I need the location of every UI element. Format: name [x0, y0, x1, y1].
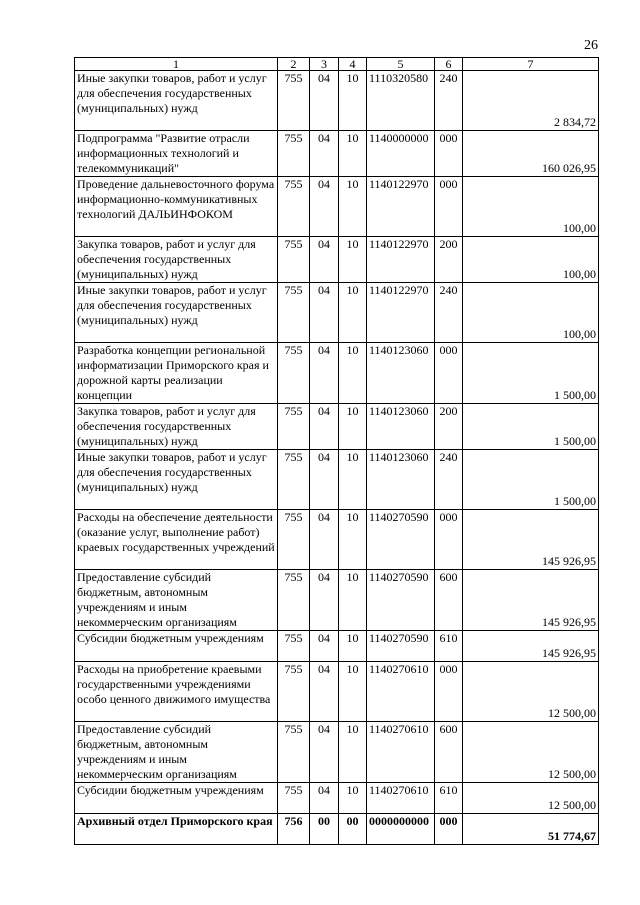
admin-code-cell: 755: [278, 631, 310, 662]
target-article-cell: 1140270590: [367, 631, 435, 662]
admin-code-cell: 755: [278, 343, 310, 404]
header-col-1: 1: [75, 58, 278, 71]
header-col-7: 7: [463, 58, 599, 71]
expense-type-cell: 000: [435, 131, 463, 177]
expense-type-cell: 000: [435, 177, 463, 237]
amount-cell: 100,00: [463, 177, 599, 237]
target-article-cell: 1140000000: [367, 131, 435, 177]
admin-code-cell: 755: [278, 404, 310, 450]
target-article-cell: 1140122970: [367, 283, 435, 343]
amount-cell: 12 500,00: [463, 783, 599, 814]
subsection-cell: 10: [339, 404, 367, 450]
subsection-cell: 10: [339, 783, 367, 814]
admin-code-cell: 755: [278, 783, 310, 814]
row-name-cell: Иные закупки товаров, работ и услуг для обеспечения государственных (муниципальных) нужд: [75, 450, 278, 510]
header-col-3: 3: [310, 58, 339, 71]
subsection-cell: 10: [339, 131, 367, 177]
amount-cell: 145 926,95: [463, 631, 599, 662]
row-name-cell: Предоставление субсидий бюджетным, автономным учреждениям и иным некоммерческим организациям: [75, 570, 278, 631]
amount-cell: 12 500,00: [463, 722, 599, 783]
section-cell: 04: [310, 722, 339, 783]
subsection-cell: 10: [339, 722, 367, 783]
admin-code-cell: 755: [278, 450, 310, 510]
target-article-cell: 1140122970: [367, 237, 435, 283]
table-row: [75, 510, 599, 570]
expense-type-cell: 200: [435, 237, 463, 283]
amount-cell: 51 774,67: [463, 814, 599, 845]
row-name-cell: Проведение дальневосточного форума информационно-коммуникативных технологий ДАЛЬИНФОКОМ: [75, 177, 278, 237]
admin-code-cell: 755: [278, 131, 310, 177]
expense-type-cell: 000: [435, 814, 463, 845]
table-row: [75, 343, 599, 404]
table-row: [75, 662, 599, 722]
section-cell: 04: [310, 237, 339, 283]
expense-type-cell: 000: [435, 662, 463, 722]
header-col-6: 6: [435, 58, 463, 71]
header-col-2: 2: [278, 58, 310, 71]
target-article-cell: 1140123060: [367, 450, 435, 510]
table-header-row: [75, 58, 599, 71]
admin-code-cell: 755: [278, 283, 310, 343]
subsection-cell: 10: [339, 450, 367, 510]
table-row: [75, 283, 599, 343]
row-name-cell: Иные закупки товаров, работ и услуг для обеспечения государственных (муниципальных) нужд: [75, 283, 278, 343]
row-name-cell: Иные закупки товаров, работ и услуг для обеспечения государственных (муниципальных) нужд: [75, 71, 278, 131]
table-row: [75, 814, 599, 845]
admin-code-cell: 755: [278, 177, 310, 237]
expense-type-cell: 000: [435, 343, 463, 404]
budget-table: [74, 57, 599, 845]
subsection-cell: 10: [339, 662, 367, 722]
row-name-cell: Закупка товаров, работ и услуг для обеспечения государственных (муниципальных) нужд: [75, 237, 278, 283]
row-name-cell: Архивный отдел Приморского края: [75, 814, 278, 845]
target-article-cell: 1140270610: [367, 783, 435, 814]
amount-cell: 1 500,00: [463, 450, 599, 510]
admin-code-cell: 756: [278, 814, 310, 845]
expense-type-cell: 240: [435, 450, 463, 510]
amount-cell: 12 500,00: [463, 662, 599, 722]
row-name-cell: Расходы на приобретение краевыми государственными учреждениями особо ценного движимого имущества: [75, 662, 278, 722]
row-name-cell: Предоставление субсидий бюджетным, автономным учреждениям и иным некоммерческим организациям: [75, 722, 278, 783]
section-cell: 04: [310, 177, 339, 237]
target-article-cell: 1140123060: [367, 343, 435, 404]
target-article-cell: 0000000000: [367, 814, 435, 845]
target-article-cell: 1140270610: [367, 662, 435, 722]
admin-code-cell: 755: [278, 722, 310, 783]
expense-type-cell: 610: [435, 631, 463, 662]
header-col-5: 5: [367, 58, 435, 71]
subsection-cell: 10: [339, 631, 367, 662]
table-row: [75, 404, 599, 450]
section-cell: 04: [310, 283, 339, 343]
table-row: [75, 131, 599, 177]
table-row: [75, 177, 599, 237]
page-number: 26: [584, 38, 598, 53]
section-cell: 04: [310, 570, 339, 631]
table-row: [75, 631, 599, 662]
subsection-cell: 10: [339, 570, 367, 631]
section-cell: 04: [310, 450, 339, 510]
row-name-cell: Субсидии бюджетным учреждениям: [75, 631, 278, 662]
subsection-cell: 00: [339, 814, 367, 845]
admin-code-cell: 755: [278, 237, 310, 283]
section-cell: 04: [310, 71, 339, 131]
admin-code-cell: 755: [278, 71, 310, 131]
expense-type-cell: 610: [435, 783, 463, 814]
row-name-cell: Разработка концепции региональной информатизации Приморского края и дорожной карты реализации концепции: [75, 343, 278, 404]
table-row: [75, 722, 599, 783]
section-cell: 04: [310, 510, 339, 570]
subsection-cell: 10: [339, 343, 367, 404]
section-cell: 04: [310, 404, 339, 450]
target-article-cell: 1110320580: [367, 71, 435, 131]
section-cell: 04: [310, 631, 339, 662]
subsection-cell: 10: [339, 237, 367, 283]
section-cell: 04: [310, 131, 339, 177]
section-cell: 04: [310, 783, 339, 814]
expense-type-cell: 600: [435, 570, 463, 631]
expense-type-cell: 240: [435, 71, 463, 131]
table-row: [75, 71, 599, 131]
amount-cell: 100,00: [463, 283, 599, 343]
subsection-cell: 10: [339, 510, 367, 570]
expense-type-cell: 240: [435, 283, 463, 343]
row-name-cell: Субсидии бюджетным учреждениям: [75, 783, 278, 814]
header-col-4: 4: [339, 58, 367, 71]
expense-type-cell: 200: [435, 404, 463, 450]
subsection-cell: 10: [339, 71, 367, 131]
table-row: [75, 570, 599, 631]
expense-type-cell: 000: [435, 510, 463, 570]
amount-cell: 1 500,00: [463, 404, 599, 450]
target-article-cell: 1140123060: [367, 404, 435, 450]
expense-type-cell: 600: [435, 722, 463, 783]
subsection-cell: 10: [339, 177, 367, 237]
subsection-cell: 10: [339, 283, 367, 343]
table-row: [75, 450, 599, 510]
target-article-cell: 1140122970: [367, 177, 435, 237]
admin-code-cell: 755: [278, 510, 310, 570]
amount-cell: 160 026,95: [463, 131, 599, 177]
amount-cell: 2 834,72: [463, 71, 599, 131]
amount-cell: 1 500,00: [463, 343, 599, 404]
section-cell: 04: [310, 343, 339, 404]
row-name-cell: Закупка товаров, работ и услуг для обеспечения государственных (муниципальных) нужд: [75, 404, 278, 450]
amount-cell: 145 926,95: [463, 570, 599, 631]
admin-code-cell: 755: [278, 570, 310, 631]
amount-cell: 145 926,95: [463, 510, 599, 570]
target-article-cell: 1140270590: [367, 570, 435, 631]
target-article-cell: 1140270610: [367, 722, 435, 783]
admin-code-cell: 755: [278, 662, 310, 722]
table-row: [75, 237, 599, 283]
amount-cell: 100,00: [463, 237, 599, 283]
section-cell: 04: [310, 662, 339, 722]
table-row: [75, 783, 599, 814]
section-cell: 00: [310, 814, 339, 845]
target-article-cell: 1140270590: [367, 510, 435, 570]
row-name-cell: Расходы на обеспечение деятельности (оказание услуг, выполнение работ) краевых государственных учреждений: [75, 510, 278, 570]
row-name-cell: Подпрограмма "Развитие отрасли информационных технологий и телекоммуникаций": [75, 131, 278, 177]
